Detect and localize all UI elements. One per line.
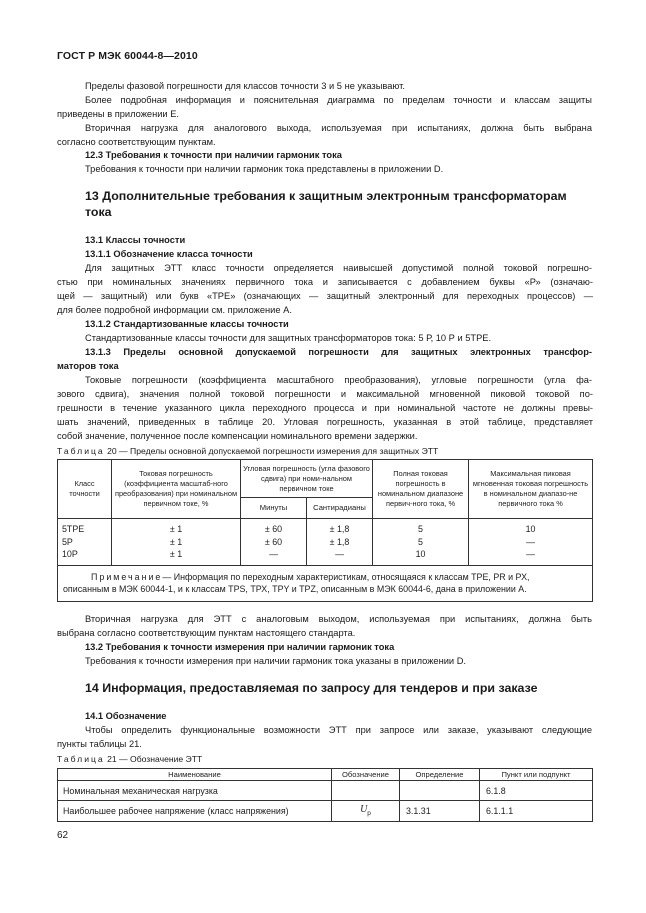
caption-text: 21 — Обозначение ЭТТ [107,754,203,764]
header-full-error: Полная токовая погрешность в номинальном диапазоне первич-ного тока, % [373,460,469,519]
table-cell: 5ТРЕ [62,524,85,534]
current-error-cell [112,519,241,566]
header-name: Наименование [58,769,332,781]
section-heading: маторов тока [57,361,119,371]
table-cell [332,781,400,801]
table-cell: ± 1 [169,549,183,559]
header-angle-error: Угловая погрешность (угла фазового сдвига) при номи-нальном первичном токе [241,460,373,498]
paragraph: Вторичная нагрузка для ЭТТ с аналоговым выходом, используемая при испытаниях, должна быть [85,614,592,624]
header-centiradians: Сантирадианы [307,498,373,519]
header-current-error: Токовая погрешность (коэффициента масштаб-ного преобразования) при номинальном первичном токе, % [112,460,241,519]
table-cell: 5Р [62,536,73,547]
table-cell: 6.1.1.1 [480,801,593,822]
chapter-heading: 14 Информация, предоставляемая по запросу для тендеров и при заказе [85,681,538,695]
paragraph: шать значений, приведенных в таблице 20. Угловая погрешность, указанная в этой таблице, представляет [57,417,593,427]
paragraph: зового сдвига), значения полной токовой погрешности и максимальной мгновенной пиковой токовой по- [57,389,593,399]
table-cell: 6.1.8 [480,781,593,801]
table-cell: 5 [418,524,423,534]
table-cell: 3.1.31 [400,801,480,822]
section-heading: 13.2 Требования к точности измерения при наличии гармоник тока [85,642,395,652]
table-cell: ± 60 [264,524,283,534]
table-cell: 10Р [62,549,78,559]
standard-header: ГОСТ Р МЭК 60044-8—2010 [57,50,198,62]
table20-caption [57,446,438,456]
chapter-heading: тока [85,205,112,219]
paragraph: Токовые погрешности (коэффициента масштабного преобразования), угловые погрешности (угла фа- [85,375,592,385]
minutes-cell [241,519,307,566]
header-clause: Пункт или подпункт [480,769,593,781]
table-cell: ± 1 [169,536,183,547]
paragraph: щей — защитный) или букв «ТРЕ» (означающих — защитный электронный для переходных процессов) — [57,291,593,301]
table-cell: — [526,549,535,559]
table-cell: Номинальная механическая нагрузка [58,781,332,801]
note-label: Примечание [91,571,163,582]
note-text: — Информация по переходным характеристикам, относящаяся к классам ТРЕ, PR и РХ, [162,571,530,582]
table-cell: — [526,536,535,547]
paragraph: собой значение, полученное после компенсации номинального времени задержки. [57,431,418,441]
section-heading: 14.1 Обозначение [85,711,167,721]
paragraph: пункты таблицы 21. [57,739,142,749]
page-number: 62 [57,830,69,841]
class-cell [58,519,112,566]
paragraph: Более подробная информация и пояснительная диаграмма по пределам точности и классам защиты [85,95,592,105]
caption-label: Таблица [57,446,105,456]
table-cell: ± 1,8 [329,524,350,534]
table-cell: — [269,549,278,559]
paragraph: грешности в течение указанного цикла переходного процесса и при номинальной частоте не должны превы- [57,403,593,413]
caption-text: 20 — Пределы основной допускаемой погрешности измерения для защитных ЭТТ [107,446,439,456]
peak-error-cell [469,519,593,566]
paragraph: приведены в приложении Е. [57,109,179,119]
table-cell: ± 1,8 [329,536,350,547]
table-20 [57,459,593,602]
table-cell [400,781,480,801]
symbol: U [360,803,368,815]
paragraph: Требования к точности измерения при наличии гармоник тока указаны в приложении D. [85,656,466,666]
paragraph: Требования к точности при наличии гармоник тока представлены в приложении D. [85,164,444,174]
table21-caption [57,754,202,764]
symbol-subscript: р [367,809,371,817]
table-cell: ± 1 [169,524,183,534]
paragraph: Пределы фазовой погрешности для классов точности 3 и 5 не указывают. [85,81,405,91]
note-text: описанным в МЭК 60044-1, и к классам TPS, ТРХ, TPY и TPZ, описанным в МЭК 60044-6, дана в приложении А. [63,584,527,594]
section-heading: 13.1.1 Обозначение класса точности [85,249,253,259]
paragraph: Чтобы определить функциональные возможности ЭТТ при запросе или заказе, указывают следующие [85,725,592,735]
header-peak-error: Максимальная пиковая мгновенная токовая погрешность в номинальном диапазо-не первичного тока % [469,460,593,519]
header-class: Класс точности [58,460,112,519]
caption-label: Таблица [57,754,105,764]
paragraph: стью при номинальных значениях первичного тока и записывается с добавлением буквы «Р» (означаю- [57,277,593,287]
paragraph: Стандартизованные классы точности для защитных трансформаторов тока: 5 Р, 10 Р и 5ТРЕ. [85,333,492,343]
paragraph: Вторичная нагрузка для аналогового выхода, используемая при испытаниях, должна быть выбрана [85,123,592,133]
table-cell: ± 60 [264,536,283,547]
section-heading: 13.1.2 Стандартизованные классы точности [85,319,289,329]
section-heading: 13.1.3 Пределы основной допускаемой погрешности для защитных электронных трансфор- [85,347,592,357]
table-cell: — [335,549,344,559]
section-heading: 12.3 Требования к точности при наличии гармоник тока [85,150,342,160]
header-definition: Определение [400,769,480,781]
paragraph: Для защитных ЭТТ класс точности определяется наивысшей допустимой полной токовой погрешно- [85,263,592,273]
paragraph: для более подробной информации см. приложение А. [57,305,292,315]
centiradians-cell [307,519,373,566]
section-heading: 13.1 Классы точности [85,235,186,245]
header-symbol: Обозначение [332,769,400,781]
paragraph: согласно соответствующим пунктам. [57,137,216,147]
symbol-cell [332,801,400,822]
table-cell: Наибольшее рабочее напряжение (класс напряжения) [58,801,332,822]
table-21 [57,768,593,822]
table-cell: 10 [525,524,536,534]
paragraph: выбрана согласно соответствующим пунктам настоящего стандарта. [57,628,356,638]
table-cell: 5 [418,536,423,547]
full-error-cell [373,519,469,566]
chapter-heading: 13 Дополнительные требования к защитным электронным трансформаторам [85,189,567,203]
table-note [58,565,593,601]
table-cell: 10 [415,549,426,559]
header-minutes: Минуты [241,498,307,519]
